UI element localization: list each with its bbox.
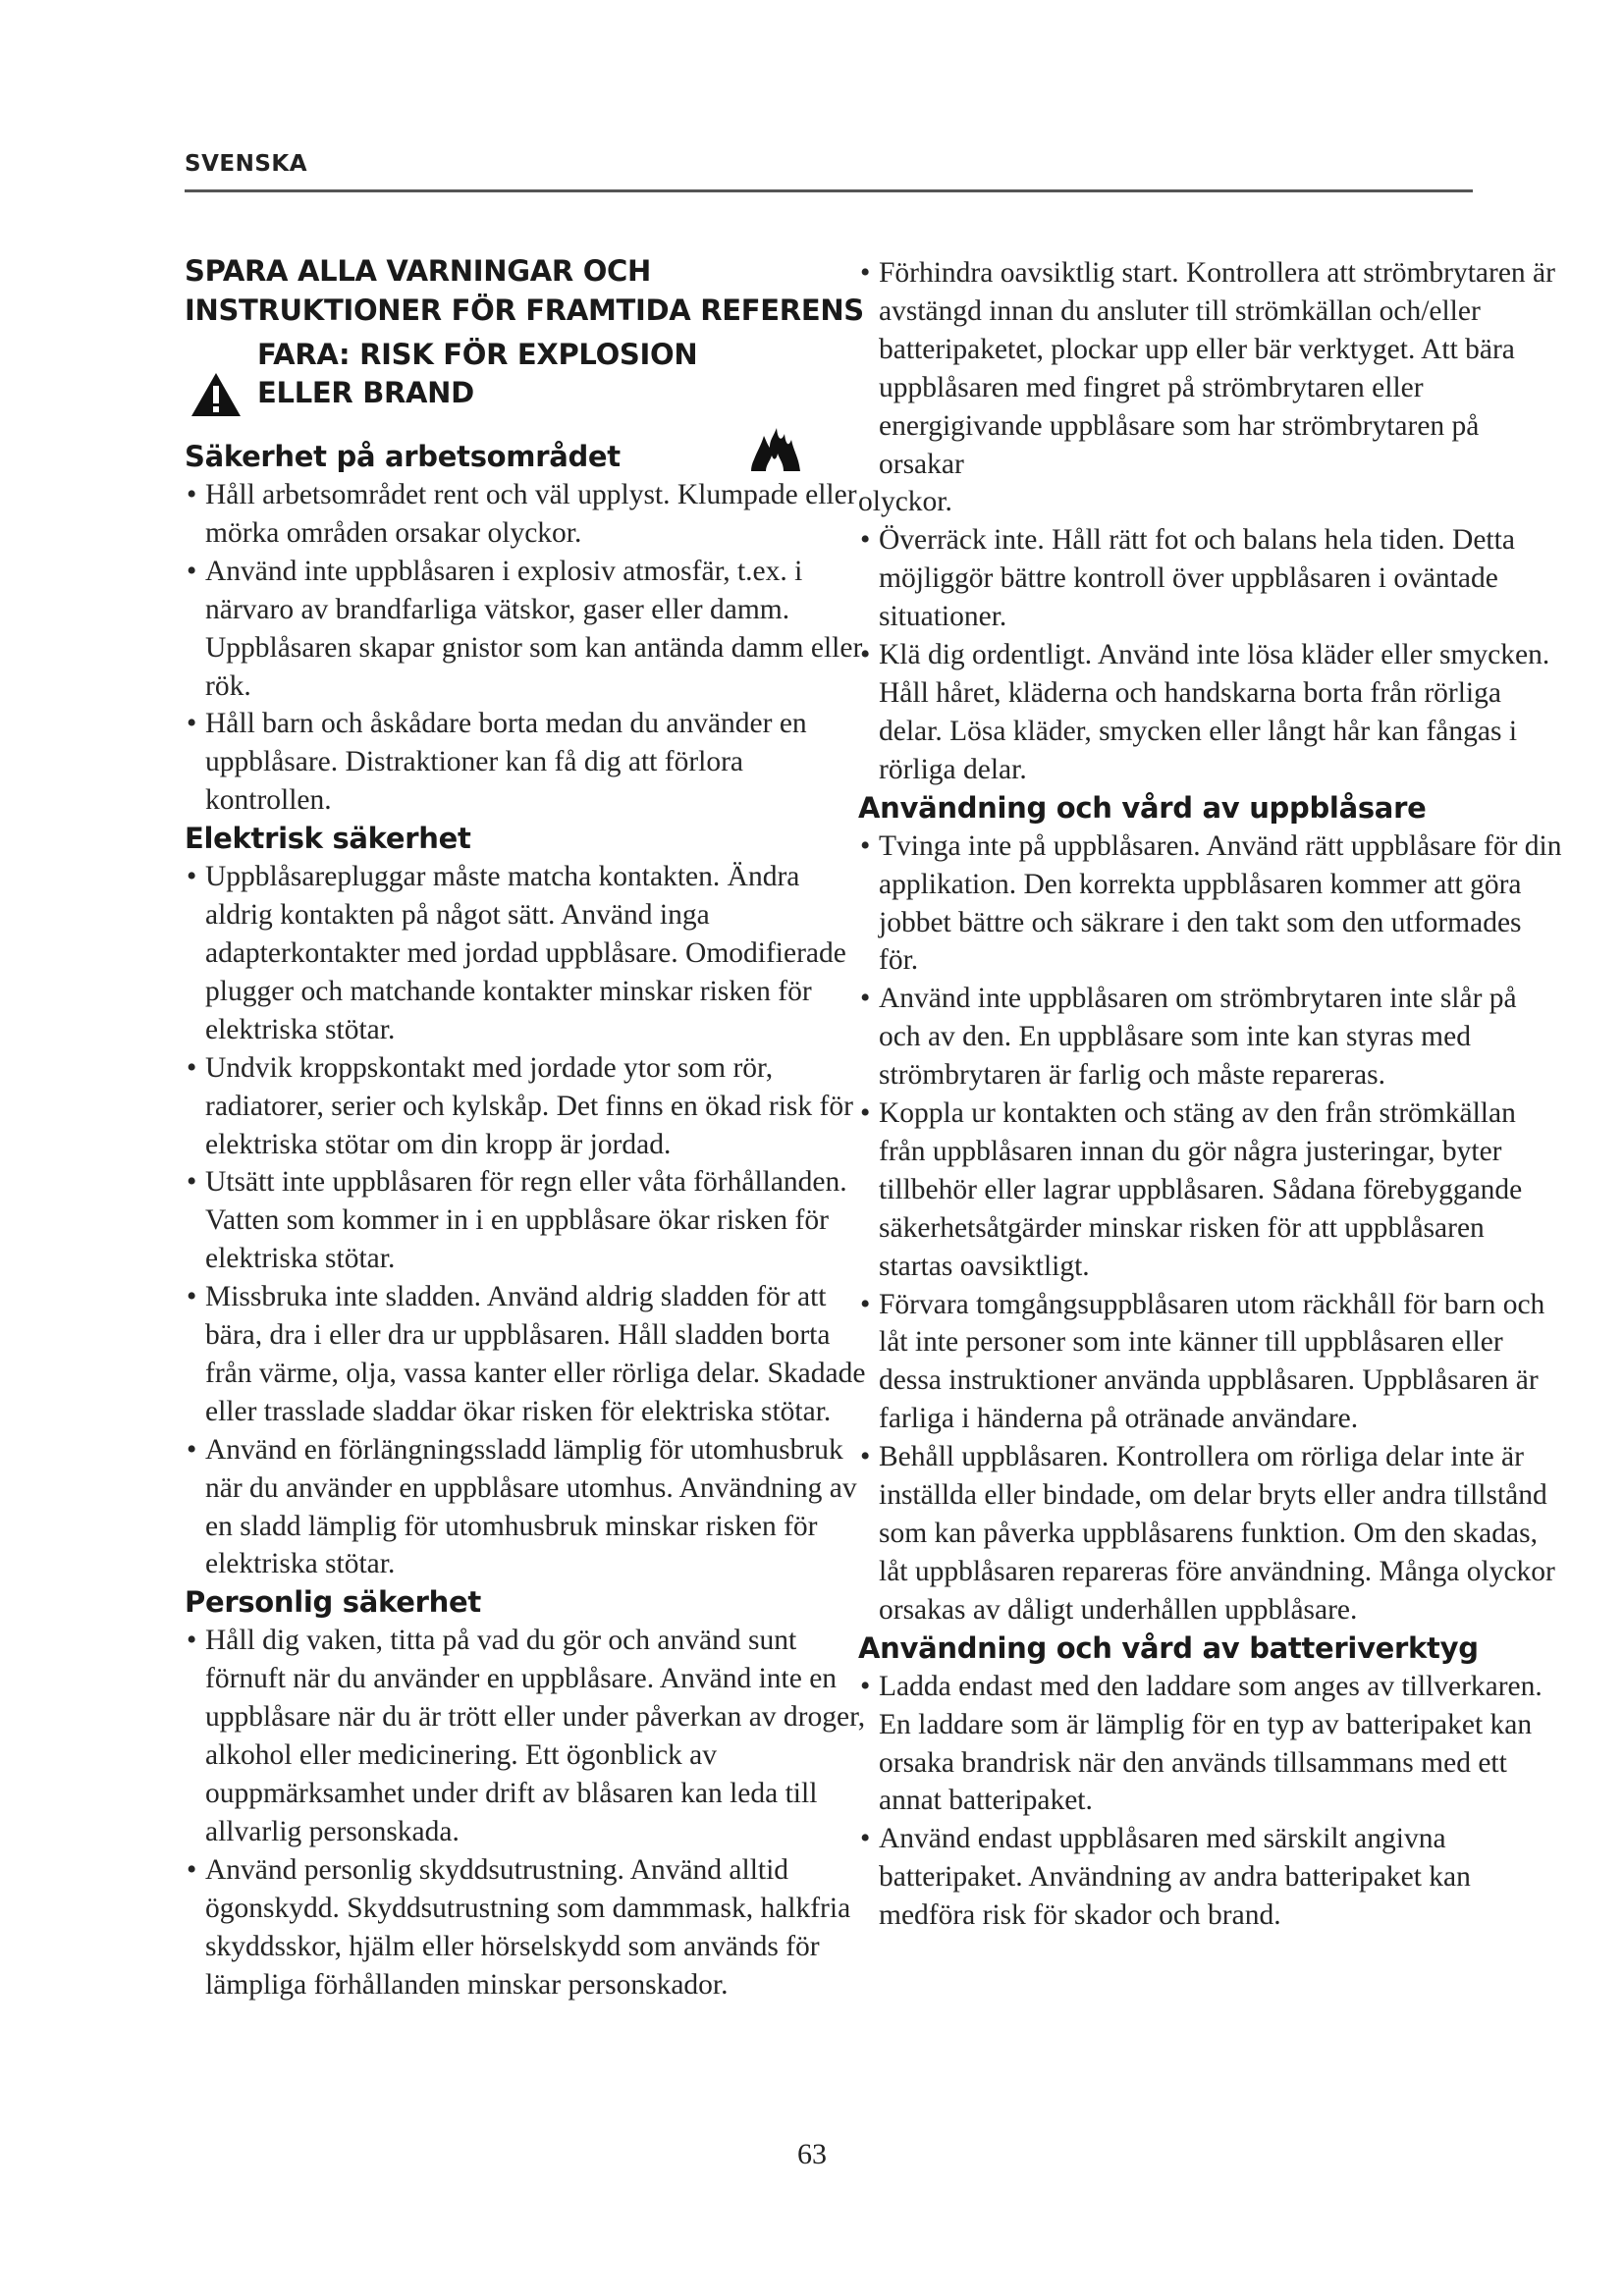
continuation-text: olyckor. bbox=[858, 486, 952, 518]
list-item: • Håll barn och åskådare borta medan du använder en uppblåsare. Distraktioner kan få dig att förlora kontrollen. bbox=[185, 705, 872, 820]
bullet-list bbox=[858, 254, 1565, 483]
section-battery-tool-care bbox=[858, 1629, 1565, 1935]
bullet-list bbox=[858, 521, 1565, 788]
section-blower-use-care bbox=[858, 789, 1565, 1629]
list-item: • Koppla ur kontakten och stäng av den från strömkällan från uppblåsaren innan du gör några justeringar, byter tillbehör eller lagrar uppblåsaren. Sådana förebyggande säkerhetsåtgärder minskar risken för att uppblåsaren startas oavsiktligt. bbox=[858, 1095, 1565, 1286]
list-item: • Använd inte uppblåsaren i explosiv atmosfär, t.ex. i närvaro av brandfarliga vätskor, gaser eller damm. Uppblåsaren skapar gnistor som kan antända damm eller rök. bbox=[185, 553, 872, 706]
page-number: 63 bbox=[797, 2138, 827, 2170]
list-item: • Förvara tomgångsuppblåsaren utom räckhåll för barn och låt inte personer som inte känner till uppblåsaren eller dessa instruktioner använda uppblåsaren. Uppblåsaren är farliga i händerna på otränade användare. bbox=[858, 1286, 1565, 1439]
bullet-list bbox=[185, 476, 872, 820]
list-item: • Håll arbetsområdet rent och väl upplyst. Klumpade eller mörka områden orsakar olyckor. bbox=[185, 476, 872, 553]
section-heading: Säkerhet på arbetsområdet bbox=[185, 440, 621, 473]
section-heading: Personlig säkerhet bbox=[185, 1585, 481, 1620]
bullet-list bbox=[185, 1622, 872, 2003]
left-column bbox=[185, 251, 872, 2003]
fire-hazard-icon bbox=[748, 426, 803, 473]
list-item: • Klä dig ordentligt. Använd inte lösa kläder eller smycken. Håll håret, kläderna och handskarna borta från rörliga delar. Lösa kläder, smycken eller långt hår kan fångas i rörliga delar. bbox=[858, 636, 1565, 789]
main-heading bbox=[185, 251, 872, 330]
list-item: • Tvinga inte på uppblåsaren. Använd rätt uppblåsare för din applikation. Den korrekta uppblåsaren kommer att göra jobbet bättre och säkrare i den takt som den utformades för. bbox=[858, 828, 1565, 981]
section-heading: Användning och vård av uppblåsare bbox=[858, 790, 1427, 825]
section-heading: Användning och vård av batteriverktyg bbox=[858, 1630, 1479, 1665]
main-heading-line-2: INSTRUKTIONER FÖR FRAMTIDA REFERENS bbox=[185, 294, 864, 327]
list-item: • Förhindra oavsiktlig start. Kontrollera att strömbrytaren är avstängd innan du ansluter till strömkällan och/eller batteripaketet, plockar upp eller bär verktyget. Att bära uppblåsaren med fingret på strömbrytaren eller energigivande uppblåsare som har strömbrytaren på orsakar bbox=[858, 254, 1565, 483]
language-header: SVENSKA bbox=[185, 151, 308, 177]
list-item: • Undvik kroppskontakt med jordade ytor som rör, radiatorer, serier och kylskåp. Det finns en ökad risk för elektriska stötar om din kropp är jordad. bbox=[185, 1049, 872, 1164]
warning-triangle-icon bbox=[189, 371, 243, 418]
header-divider bbox=[185, 189, 1473, 192]
bullet-list bbox=[858, 828, 1565, 1629]
list-item: • Missbruka inte sladden. Använd aldrig sladden för att bära, dra i eller dra ur uppblåsaren. Håll sladden borta från värme, olja, vassa kanter eller rörliga delar. Skadade eller trasslade sladdar ökar risken för elektriska stötar. bbox=[185, 1278, 872, 1431]
list-item: • Överräck inte. Håll rätt fot och balans hela tiden. Detta möjliggör bättre kontroll över uppblåsaren i oväntade situationer. bbox=[858, 521, 1565, 636]
bullet-list bbox=[185, 858, 872, 1583]
section-electrical-safety bbox=[185, 820, 872, 1583]
list-item: • Använd endast uppblåsaren med särskilt angivna batteripaket. Användning av andra batteripaket kan medföra risk för skador och brand. bbox=[858, 1820, 1565, 1935]
bullet-list bbox=[858, 1668, 1565, 1935]
right-column bbox=[858, 254, 1565, 1935]
list-item: • Använd personlig skyddsutrustning. Använd alltid ögonskydd. Skyddsutrustning som dammmask, halkfria skyddsskor, hjälm eller hörselskydd som används för lämpliga förhållanden minskar personskador. bbox=[185, 1851, 872, 2004]
danger-line-1: FARA: RISK FÖR EXPLOSION bbox=[257, 338, 698, 371]
list-item: • Håll dig vaken, titta på vad du gör och använd sunt förnuft när du använder en uppblåsare. Använd inte en uppblåsare när du är trött eller under påverkan av droger, alkohol eller medicinering. Ett ögonblick av ouppmärksamhet under drift av blåsaren kan leda till allvarlig personskada. bbox=[185, 1622, 872, 1850]
list-item: • Ladda endast med den laddare som anges av tillverkaren. En laddare som är lämplig för en typ av batteripaket kan orsaka brandrisk när den används tillsammans med ett annat batteripaket. bbox=[858, 1668, 1565, 1821]
list-item: • Utsätt inte uppblåsaren för regn eller våta förhållanden. Vatten som kommer in i en uppblåsare ökar risken för elektriska stötar. bbox=[185, 1163, 872, 1278]
section-heading: Elektrisk säkerhet bbox=[185, 822, 471, 856]
list-item: • Använd inte uppblåsaren om strömbrytaren inte slår på och av den. En uppblåsare som inte kan styras med strömbrytaren är farlig och måste repareras. bbox=[858, 980, 1565, 1095]
danger-line-2: ELLER BRAND bbox=[257, 376, 474, 409]
section-work-area bbox=[185, 438, 872, 820]
danger-title bbox=[257, 336, 697, 412]
main-heading-line-1: SPARA ALLA VARNINGAR OCH bbox=[185, 254, 651, 288]
section-personal-safety bbox=[185, 1583, 872, 2003]
list-item: • Uppblåsarepluggar måste matcha kontakten. Ändra aldrig kontakten på något sätt. Använd inga adapterkontakter med jordad uppblåsare. Omodifierade plugger och matchande kontakter minskar risken för elektriska stötar. bbox=[185, 858, 872, 1049]
danger-notice bbox=[185, 336, 872, 430]
list-item: • Använd en förlängningssladd lämplig för utomhusbruk när du använder en uppblåsare utomhus. Användning av en sladd lämplig för utomhusbruk minskar risken för elektriska stötar. bbox=[185, 1431, 872, 1584]
list-item: • Behåll uppblåsaren. Kontrollera om rörliga delar inte är inställda eller bindade, om delar bryts eller andra tillstånd som kan påverka uppblåsarens funktion. Om den skadas, låt uppblåsaren repareras före användning. Många olyckor orsakas av dåligt underhållen uppblåsare. bbox=[858, 1438, 1565, 1629]
